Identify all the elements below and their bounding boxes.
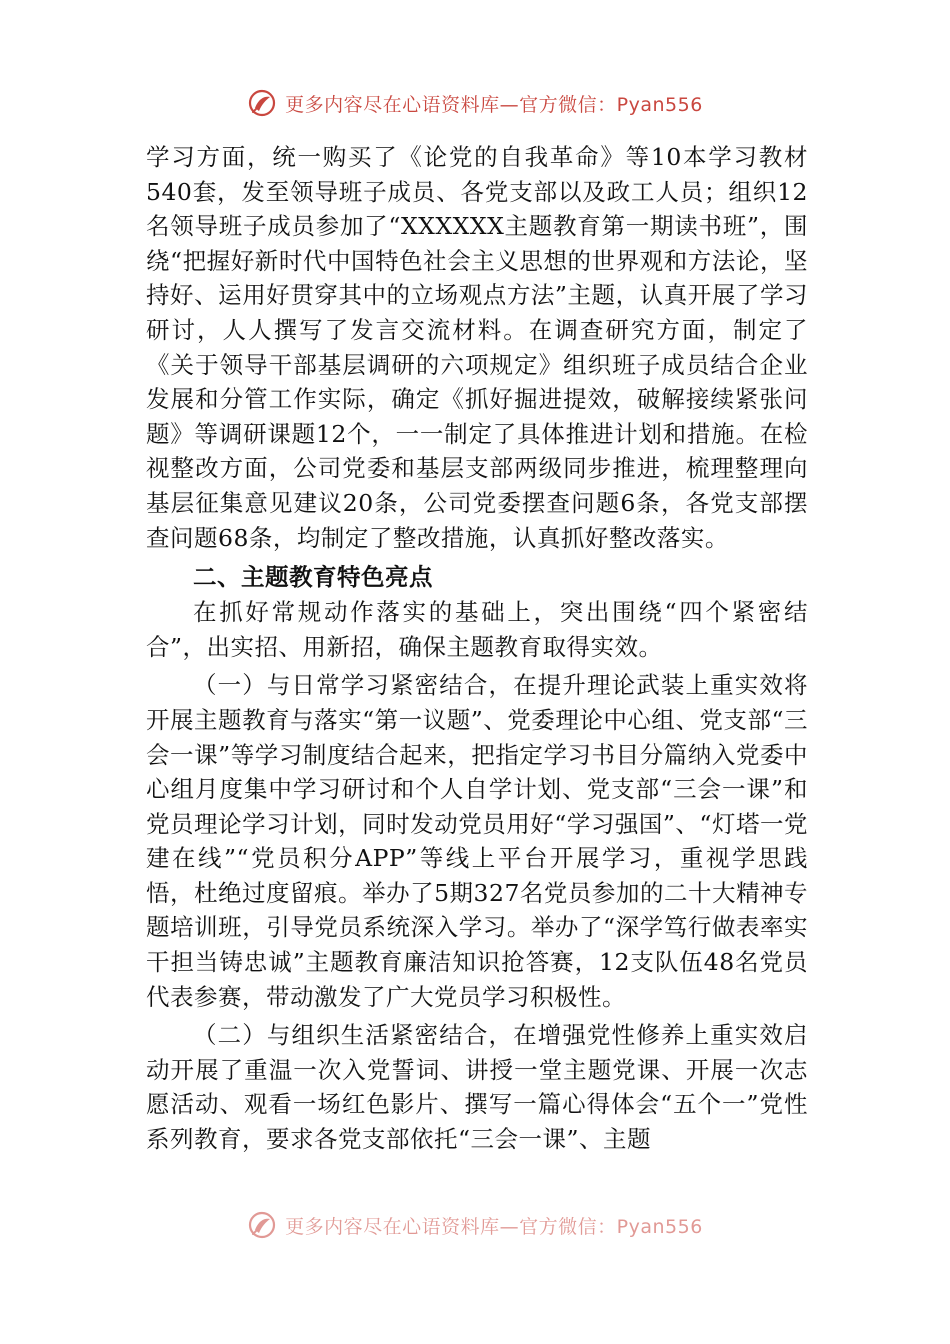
- section-heading-highlights: 二、主题教育特色亮点: [193, 563, 433, 592]
- watermark-text: 更多内容尽在心语资料库—官方微信：Pyan556: [285, 93, 703, 116]
- logo-icon: [247, 88, 277, 118]
- paragraph-organizational-life: （二）与组织生活紧密结合，在增强党性修养上重实效启动开展了重温一次入党誓词、讲授一堂主题党课、开展一次志愿活动、观看一场红色影片、撰写一篇心得体会“五个一”党性系列教育，要求各党支部依托“三会一课”、主题: [146, 1021, 808, 1154]
- header-watermark: [0, 86, 950, 120]
- footer-watermark: [0, 1208, 950, 1242]
- paragraph-study-progress: 学习方面，统一购买了《论党的自我革命》等10本学习教材540套，发至领导班子成员、各党支部以及政工人员；组织12名领导班子成员参加了“XXXXXX主题教育第一期读书班”，围绕“把握好新时代中国特色社会主义思想的世界观和方法论，坚持好、运用好贯穿其中的立场观点方法”主题，认真开展了学习研讨，人人撰写了发言交流材料。在调查研究方面，制定了《关于领导干部基层调研的六项规定》组织班子成员结合企业发展和分管工作实际，确定《抓好掘进提效，破解接续紧张问题》等调研课题12个，一一制定了具体推进计划和措施。在检视整改方面，公司党委和基层支部两级同步推进，梳理整理向基层征集意见建议20条，公司党委摆查问题6条，各党支部摆查问题68条，均制定了整改措施，认真抓好整改落实。: [146, 143, 808, 552]
- logo-icon: [247, 1210, 277, 1240]
- document-body: [146, 140, 808, 1157]
- watermark-text: 更多内容尽在心语资料库—官方微信：Pyan556: [285, 1215, 703, 1238]
- paragraph-daily-study: （一）与日常学习紧密结合，在提升理论武装上重实效将开展主题教育与落实“第一议题”、党委理论中心组、党支部“三会一课”等学习制度结合起来，把指定学习书目分篇纳入党委中心组月度集中学习研讨和个人自学计划、党支部“三会一课”和党员理论学习计划，同时发动党员用好“学习强国”、“灯塔一党建在线”“党员积分APP”等线上平台开展学习，重视学思践悟，杜绝过度留痕。举办了5期327名党员参加的二十大精神专题培训班，引导党员系统深入学习。举办了“深学笃行做表率实干担当铸忠诚”主题教育廉洁知识抢答赛，12支队伍48名党员代表参赛，带动激发了广大党员学习积极性。: [146, 671, 808, 1011]
- paragraph-intro-four-combinations: 在抓好常规动作落实的基础上，突出围绕“四个紧密结合”，出实招、用新招，确保主题教育取得实效。: [146, 598, 808, 661]
